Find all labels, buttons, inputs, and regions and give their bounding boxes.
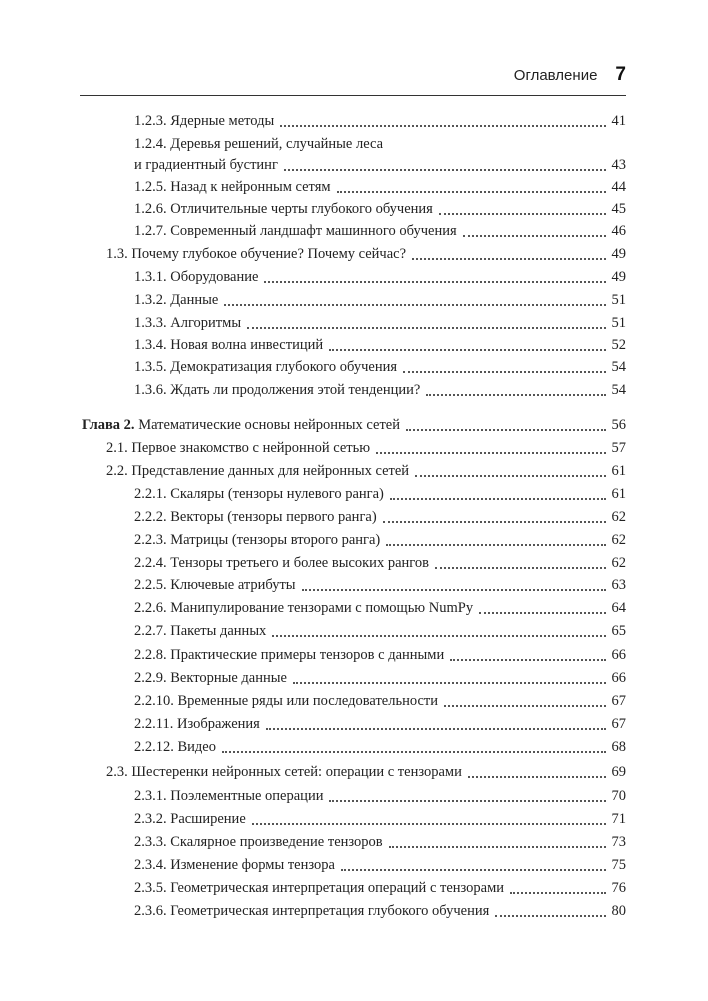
- toc-entry-number: 2.2.8.: [134, 647, 167, 663]
- toc-page-number: 62: [611, 555, 626, 571]
- toc-entry[interactable]: [134, 668, 626, 689]
- toc-entry-number: 2.2.2.: [134, 509, 167, 525]
- dot-leader: [463, 235, 606, 237]
- toc-entry[interactable]: [134, 357, 626, 378]
- toc-page-number: 67: [611, 716, 626, 732]
- toc-entry-title: и градиентный бустинг: [134, 157, 278, 173]
- dot-leader: [266, 728, 606, 730]
- toc-entry[interactable]: [134, 313, 626, 334]
- toc-entry-number: 1.2.7.: [134, 223, 167, 239]
- toc-entry[interactable]: [134, 598, 626, 619]
- toc-page-number: 62: [611, 532, 626, 548]
- dot-leader: [293, 682, 606, 684]
- dot-leader: [341, 869, 606, 871]
- toc-entry-number: 2.3.1.: [134, 788, 167, 804]
- toc-entry-title: Поэлементные операции: [170, 788, 324, 804]
- header-page-number: 7: [615, 64, 626, 85]
- toc-entry[interactable]: [106, 461, 626, 482]
- dot-leader: [468, 776, 606, 778]
- toc-entry-title: Представление данных для нейронных сетей: [131, 463, 410, 479]
- toc-page-number: 73: [611, 834, 626, 850]
- dot-leader: [329, 800, 605, 802]
- dot-leader: [426, 394, 605, 396]
- toc-entry-number: 2.2.4.: [134, 555, 167, 571]
- toc-page-number: 66: [611, 647, 626, 663]
- toc-page-number: 45: [611, 201, 626, 217]
- toc-entry-number: 2.2.7.: [134, 623, 167, 639]
- toc-page-number: 65: [611, 623, 626, 639]
- toc-entry-title: Первое знакомство с нейронной сетью: [131, 440, 371, 456]
- dot-leader: [224, 304, 605, 306]
- toc-entry-title: Данные: [170, 292, 219, 308]
- header-title: Оглавление: [513, 67, 598, 84]
- toc-entry[interactable]: [134, 199, 626, 220]
- toc-entry[interactable]: [134, 484, 626, 505]
- toc-entry-number: 2.2.11.: [134, 716, 174, 732]
- dot-leader: [386, 544, 605, 546]
- toc-entry-number: 1.2.6.: [134, 201, 167, 217]
- toc-entry-title: Ждать ли продолжения этой тенденции?: [170, 382, 421, 398]
- toc-entry-title: Скаляры (тензоры нулевого ранга): [170, 486, 384, 502]
- toc-page-number: 61: [611, 463, 626, 479]
- toc-entry[interactable]: [134, 111, 626, 132]
- toc-entry-number: 2.1.: [106, 440, 128, 456]
- toc-page-number: 66: [611, 670, 626, 686]
- toc-entry-number: 2.2.10.: [134, 693, 174, 709]
- toc-entry[interactable]: [134, 134, 626, 176]
- toc-entry-title: Изменение формы тензора: [170, 857, 335, 873]
- dot-leader: [302, 589, 606, 591]
- toc-entry-number: 2.2.: [106, 463, 128, 479]
- toc-page-number: 49: [611, 246, 626, 262]
- toc-entry[interactable]: [106, 244, 626, 265]
- toc-entry-title: Демократизация глубокого обучения: [170, 359, 398, 375]
- toc-entry-title: Отличительные черты глубокого обучения: [170, 201, 433, 217]
- toc-entry[interactable]: [134, 809, 626, 830]
- dot-leader: [329, 349, 605, 351]
- toc-entry-number: 2.3.6.: [134, 903, 167, 919]
- toc-entry-title: Скалярное произведение тензоров: [170, 834, 383, 850]
- toc-entry-title: Новая волна инвестиций: [170, 337, 324, 353]
- dot-leader: [444, 705, 606, 707]
- toc-entry-number: 1.2.3.: [134, 113, 167, 129]
- toc-entry-number: 2.2.1.: [134, 486, 167, 502]
- dot-leader: [403, 371, 605, 373]
- toc-page-number: 68: [611, 739, 626, 755]
- toc-page-number: 80: [611, 903, 626, 919]
- toc-entry[interactable]: [134, 575, 626, 596]
- toc-entry-title: Изображения: [176, 716, 260, 732]
- toc-entry-number: 1.3.: [106, 246, 128, 262]
- toc-chapter[interactable]: [82, 415, 626, 436]
- toc-page-number: 61: [611, 486, 626, 502]
- toc-entry[interactable]: [134, 290, 626, 311]
- toc-entry-title: Векторные данные: [170, 670, 287, 686]
- dot-leader: [495, 915, 605, 917]
- toc-entry-number: 1.3.3.: [134, 315, 167, 331]
- toc-entry-number: Глава 2.: [82, 417, 135, 433]
- toc-page-number: 64: [611, 600, 626, 616]
- toc-entry-title: Алгоритмы: [170, 315, 242, 331]
- toc-page-number: 41: [611, 113, 626, 129]
- toc-entry-number: 1.3.4.: [134, 337, 167, 353]
- toc-entry-number: 2.2.5.: [134, 577, 167, 593]
- dot-leader: [284, 169, 606, 171]
- toc-entry[interactable]: [134, 901, 626, 922]
- toc-page-number: 63: [611, 577, 626, 593]
- toc-entry-title: Видео: [177, 739, 216, 755]
- toc-page-number: 52: [611, 337, 626, 353]
- toc-entry-number: 2.3.3.: [134, 834, 167, 850]
- toc-page-number: 46: [611, 223, 626, 239]
- toc-entry-title: Тензоры третьего и более высоких рангов: [170, 555, 429, 571]
- toc-entry-title: Оборудование: [170, 269, 259, 285]
- toc-entry-title: Расширение: [170, 811, 246, 827]
- toc-entry[interactable]: [134, 507, 626, 528]
- toc-entry-title: Временные ряды или последовательности: [177, 693, 438, 709]
- toc-entry-title: Шестеренки нейронных сетей: операции с тензорами: [131, 764, 462, 780]
- toc-page-number: 43: [611, 157, 626, 173]
- toc-entry-number: 2.3.: [106, 764, 128, 780]
- toc-entry-number: 2.2.6.: [134, 600, 167, 616]
- toc-entry-number: 1.3.6.: [134, 382, 167, 398]
- dot-leader: [390, 498, 606, 500]
- toc-entry[interactable]: [134, 267, 626, 288]
- toc-page-number: 51: [611, 315, 626, 331]
- toc-entry[interactable]: [134, 786, 626, 807]
- toc-entry-title: Практические примеры тензоров с данными: [170, 647, 445, 663]
- toc-entry-title: Матрицы (тензоры второго ранга): [170, 532, 381, 548]
- toc-entry-title: Современный ландшафт машинного обучения: [170, 223, 457, 239]
- dot-leader: [510, 892, 605, 894]
- toc-entry[interactable]: [134, 714, 626, 735]
- toc-page-number: 57: [611, 440, 626, 456]
- toc-entry-number: 2.3.4.: [134, 857, 167, 873]
- toc-entry[interactable]: [134, 737, 626, 758]
- toc-entry-title: Пакеты данных: [170, 623, 267, 639]
- dot-leader: [264, 281, 605, 283]
- toc-entry-number: 1.3.1.: [134, 269, 167, 285]
- dot-leader: [412, 258, 605, 260]
- dot-leader: [247, 327, 605, 329]
- dot-leader: [376, 452, 605, 454]
- toc-page-number: 54: [611, 382, 626, 398]
- toc-entry-number: 2.2.12.: [134, 739, 174, 755]
- dot-leader: [252, 823, 606, 825]
- toc-entry-number: 2.2.9.: [134, 670, 167, 686]
- toc-entry[interactable]: [134, 177, 626, 198]
- dot-leader: [222, 751, 606, 753]
- toc-entry-title: Ключевые атрибуты: [170, 577, 296, 593]
- toc-entry-number: 1.2.5.: [134, 179, 167, 195]
- toc-page-number: 67: [611, 693, 626, 709]
- toc-entry-title: Геометрическая интерпретация глубокого обучения: [170, 903, 490, 919]
- toc-entry-number: 2.3.2.: [134, 811, 167, 827]
- toc-entry-title: Назад к нейронным сетям: [170, 179, 331, 195]
- toc-entry[interactable]: [134, 553, 626, 574]
- toc-page-number: 51: [611, 292, 626, 308]
- dot-leader: [450, 659, 605, 661]
- toc-entry-number: 1.2.4.: [134, 136, 167, 152]
- toc-entry[interactable]: [134, 530, 626, 551]
- toc-page-number: 69: [611, 764, 626, 780]
- dot-leader: [415, 475, 605, 477]
- dot-leader: [383, 521, 606, 523]
- toc-entry[interactable]: [134, 691, 626, 712]
- dot-leader: [280, 125, 605, 127]
- toc-entry-number: 2.2.3.: [134, 532, 167, 548]
- toc-entry-title: Геометрическая интерпретация операций с тензорами: [170, 880, 505, 896]
- toc-entry-title: Ядерные методы: [170, 113, 275, 129]
- dot-leader: [406, 429, 606, 431]
- toc-entry[interactable]: [106, 762, 626, 783]
- toc-entry-title: Математические основы нейронных сетей: [138, 417, 400, 433]
- toc-entry-title: Манипулирование тензорами с помощью NumPy: [170, 600, 474, 616]
- toc-entry[interactable]: [134, 621, 626, 642]
- toc-page-number: 62: [611, 509, 626, 525]
- toc-page-number: 49: [611, 269, 626, 285]
- toc-entry[interactable]: [134, 221, 626, 242]
- dot-leader: [389, 846, 606, 848]
- toc-page-number: 56: [611, 417, 626, 433]
- toc-page-number: 54: [611, 359, 626, 375]
- toc-entry[interactable]: [134, 832, 626, 853]
- dot-leader: [439, 213, 606, 215]
- toc-page-number: 44: [611, 179, 626, 195]
- dot-leader: [272, 635, 605, 637]
- toc-entry[interactable]: [106, 438, 626, 459]
- toc-entry-number: 1.3.2.: [134, 292, 167, 308]
- toc-entry[interactable]: [134, 878, 626, 899]
- toc-entry[interactable]: [134, 335, 626, 356]
- toc-entry[interactable]: [134, 645, 626, 666]
- toc-entry-title: Почему глубокое обучение? Почему сейчас?: [131, 246, 407, 262]
- dot-leader: [479, 612, 605, 614]
- toc-entry-number: 1.3.5.: [134, 359, 167, 375]
- toc-page-number: 75: [611, 857, 626, 873]
- toc-page-number: 71: [611, 811, 626, 827]
- toc-entry-title: Деревья решений, случайные леса: [170, 136, 384, 152]
- toc-page-number: 76: [611, 880, 626, 896]
- toc-entry-number: 2.3.5.: [134, 880, 167, 896]
- toc-entry-title: Векторы (тензоры первого ранга): [170, 509, 377, 525]
- toc-entry[interactable]: [134, 855, 626, 876]
- dot-leader: [337, 191, 606, 193]
- toc-entry[interactable]: [134, 380, 626, 401]
- dot-leader: [435, 567, 606, 569]
- toc-page-number: 70: [611, 788, 626, 804]
